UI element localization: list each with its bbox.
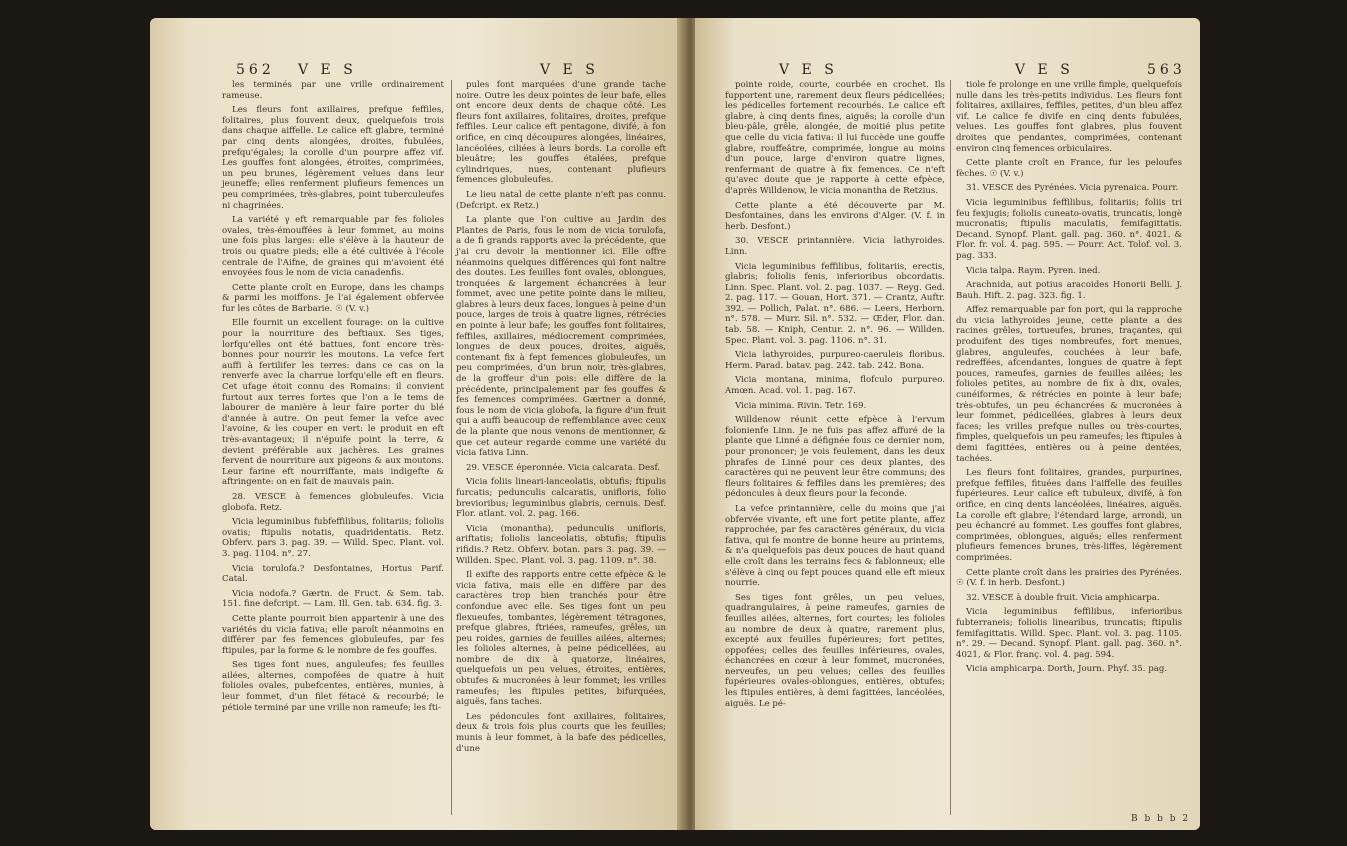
paragraph: Elle fournit un excellent fourage: on la cultive pour la nourriture des beftiaux. Ses tiges, lorfqu'elles ont été battues, font encore très-bonnes pour nourrir les moutons. La vefce fert auffi à fertilifer les terres: dans ce cas on la renverfe avec la charrue lorfqu'elle eft en fleurs. Cet ufage étoit connu des Romains: il convient furtout aux terres fortes que l'on a le tems de labourer de manière à leur faire porter du blé d'année à autre. On peut femer la vefce avec l'avoine, & les couper en vert: le produit en eft très-avantageux; il n'épuife point la terre, & devient préférable aux jachères. Les graines fervent de nourriture aux pigeons & aux moutons. Leur farine eft nourriffante, mais indigefte & aftringente: on en fait de mauvais pain. (222, 318, 444, 488)
paragraph: Vicia talpa. Raym. Pyren. ined. (966, 265, 1101, 276)
right-page (695, 18, 1200, 830)
left-column-2 (456, 80, 666, 758)
column-rule-left (451, 80, 452, 815)
paragraph: Vicia leguminibus fubfeffilibus, folitariis; foliolis ovatis; ftipulis notatis, quadridentatis. Retz. Obferv. pars 3. pag. 39. — Willd. Spec. Plant. vol. 3. pag. 1104. n°. 27. (222, 517, 444, 559)
paragraph: La variété γ eft remarquable par fes folioles ovales, très-émouffées à leur fommet, au moins une fois plus larges: elle s'élève à la hauteur de trois ou quatre pieds; elle a été cultivée à l'école centrale de l'Aifne, de graines qui m'avoient été envoyées fous le nom de vicia canadenfis. (222, 215, 444, 279)
paragraph: Ses tiges font nues, anguleufes; fes feuilles ailées, alternes, compofées de quatre à huit folioles ovales, pubefcentes, entières, munies, à leur fommet, d'un filet fétacé & recourbé; le pétiole terminé par une vrille non rameufe; les fti- (222, 660, 444, 713)
paragraph: Les fleurs font axillaires, prefque feffiles, folitaires, plus fouvent deux, quelquefois trois dans chaque aiffelle. Le calice eft glabre, terminé par cinq dents alongées, droites, fubulées, prefqu'égales; la corolle d'un pourpre affez vif. Les gouffes font alongées, étroites, comprimées, un peu brunes, légèrement velues dans leur jeuneffe; elles renferment plufieurs femences un peu comprimées, très-glabres, point tuberculeufes ni chagrinées. (222, 105, 444, 211)
paragraph: Vicia nodofa.? Gærtn. de Fruct. & Sem. tab. 151. fine defcript. — Lam. Ill. Gen. tab. 634. fig. 3. (222, 588, 444, 610)
paragraph: 32. VESCE à double fruit. Vicia amphicarpa. (966, 592, 1160, 603)
paragraph: Affez remarquable par fon port, qui la rapproche du vicia lathyroides jeune, cette plante a des racines grêles, tortueufes, brunes, traçantes, qui produifent des tiges nombreufes, fort menues, glabres, anguleufes, couchées à leur bafe, redreffées, afcendantes, longues de quatre à fept pouces, rameufes, garnies de feuilles ailées; les folioles petites, au nombre de fix à dix, ovales, cunéiformes, & rétrécies en pointe à leur bafe; très-obtufes, un peu échancrées & mucronées à leur fommet, pédicellées, glabres à leurs deux faces; les vrilles prefque nulles ou très-courtes, fimples, quelquefois un peu rameufes; les ftipules à demi fagittées, entières ou à peine dentées, tachées. (956, 305, 1182, 464)
paragraph: Vicia montana, minima, flofculo purpureo. Amœn. Acad. vol. 1. pag. 167. (725, 375, 945, 397)
paragraph: Vicia foliis lineari-lanceolatis, obtufis; ftipulis furcatis; pedunculis calcaratis, unifloris, folio brevioribus; leguminibus glabris, cernuis. Desf. Flor. atlant. vol. 2. pag. 166. (456, 477, 666, 520)
paragraph: 29. VESCE éperonnée. Vicia calcarata. Desf. (466, 462, 661, 473)
paragraph: Willdenow réunit cette efpèce à l'ervum folonienfe Linn. Je ne fuis pas affez affuré de la plante que Linné a défignée fous ce dernier nom, pour prononcer; je vois feulement, dans les deux phrafes de Linné pour ces deux plantes, des caractères qui ne peuvent leur être communs; des fleurs folitaires & feffiles dans les premières; des pédoncules à deux fleurs pour la feconde. (725, 415, 945, 500)
right-column-1 (725, 80, 945, 713)
open-book (150, 18, 1200, 830)
paragraph: Cette plante croît en France, fur les peloufes fèches. ☉ (V. v.) (956, 158, 1182, 179)
paragraph: Vicia amphicarpa. Dorth, Journ. Phyf. 35. pag. (966, 664, 1168, 675)
right-column-2 (956, 80, 1182, 679)
paragraph: La plante que l'on cultive au Jardin des Plantes de Paris, fous le nom de vicia torulofa, a de fi grands rapports avec la précédente, que j'ai cru devoir la mentionner ici. Elle offre néanmoins quelques différences qui font naître des doutes. Les feuilles font ovales, oblongues, tronquées & largement échancrées à leur fommet, avec une petite pointe dans le milieu, glabres à leurs deux faces, longues à peine d'un pouce, larges de trois à quatre lignes, rétrécies en pointe à leur bafe; les gouffes font folitaires, feffiles, axillaires, médiocrement comprimées, longues de deux pouces, droites, aiguës, contenant fix à fept femences globuleufes, un peu comprimées, d'un brun noir, très-glabres, de la groffeur d'un pois: elle diffère de la précédente, principalement par fes gouffes & fes femences comprimées. Gærtner a donné, fous le nom de vicia globofa, la figure d'un fruit qui a auffi beaucoup de reffemblance avec ceux de la plante que nous venons de mentionner, & que cet auteur regarde comme une variété du vicia fativa Linn. (456, 215, 666, 459)
right-running-head-2: V E S (1015, 62, 1074, 78)
paragraph: Cette plante pourroit bien appartenir à une des variétés du vicia fativa; elle paroît néanmoins en différer par fes femences globuleufes, par fes ftipules, par la forme & le nombre de fes gouffes. (222, 613, 444, 656)
left-column-1 (222, 80, 444, 717)
paragraph: 31. VESCE des Pyrénées. Vicia pyrenaica. Pourr. (966, 183, 1179, 194)
paragraph: Vicia minima. Rivin. Tetr. 169. (735, 400, 867, 411)
paragraph: pules font marquées d'une grande tache noire. Outre les deux pointes de leur bafe, elles ont encore deux dents de chaque côté. Les fleurs font axillaires, folitaires, droites, prefque feffiles. Leur calice eft pentagone, divifé, à fon orifice, en cinq découpures alongées, linéaires, lancéolées, ciliées à leurs bords. La corolle eft bleuâtre; les gouffes étalées, prefque cylindriques, nues, contenant plufieurs femences globuleufes. (456, 80, 666, 186)
column-rule-right (950, 80, 951, 815)
paragraph: 28. VESCE à femences globuleufes. Vicia globofa. Retz. (222, 491, 444, 513)
paragraph: pointe roide, courte, courbée en crochet. Ils fupportent une, rarement deux fleurs pédicellées; les pédicelles fortement recourbés. Le calice eft glabre, à cinq dents fines, aiguës; la corolle d'un bleu-pâle, grêle, alongée, de moitié plus petite que celle du vicia fativa: il lui fuccède une gouffe glabre, rouffeâtre, comprimée, longue au moins d'un pouce, large d'environ quatre lignes, renfermant de quatre à fix femences. Ce n'eft qu'avec doute que je rapporte à cette efpèce, d'après Willdenow, le vicia monantha de Retzius. (725, 80, 945, 196)
paragraph: Vicia torulofa.? Desfontaines, Hortus Parif. Catal. (222, 563, 444, 585)
left-running-head-1: V E S (298, 62, 357, 78)
paragraph: Les fleurs font folitaires, grandes, purpurines, prefque feffiles, fituées dans l'aiffelle des feuilles fupérieures. Leur calice eft tubuleux, divifé, à fon orifice, en cinq dents lancéolées, linéaires, aiguës. La corolle eft glabre; l'étendard large, arrondi, un peu échancré au fommet. Les gouffes font glabres, comprimées, oblongues, aiguës; elles renferment plufieurs femences brunes, très-liffes, légèrement comprimées. (956, 468, 1182, 563)
paragraph: Cette plante croît dans les prairies des Pyrénées. ☉ (V. f. in herb. Desfont.) (956, 567, 1182, 589)
paragraph: Il exifte des rapports entre cette efpèce & le vicia fativa, mais elle en diffère par des caractères trop bien tranchés pour être confondue avec elle. Ses tiges font un peu flexueufes, tombantes, légèrement tétragones, prefque glabres, ftriées, rameufes, grêles, un peu roides, garnies de feuilles ailées, alternes; les folioles alternes, à peine pédicellées, au nombre de dix à quatorze, linéaires, quelquefois un peu velues, étroites, entières, obtufes & mucronées à leur fommet; les vrilles rameufes; les ftipules petites, bifurquées, aiguës, fans taches. (456, 570, 666, 708)
paragraph: Vicia (monantha), pedunculis unifloris, ariftatis; foliolis lanceolatis, obtufis; ftipulis rifidis.? Retz. Obferv. botan. pars 3. pag. 39. — Willden. Spec. Plant. vol. 3. pag. 1109. n°. 38. (456, 523, 666, 566)
paragraph: Vicia leguminibus feffilibus, inferioribus fubterraneis; foliolis linearibus, truncatis; ftipulis femifagittatis. Willd. Spec. Plant. vol. 3. pag. 1105. n°. 29. — Decand. Synopf. Plant. gall. pag. 360. n°. 4021, & Flor. franç. vol. 4. pag. 594. (956, 607, 1182, 660)
paragraph: Arachnida, aut potius aracoides Honorii Belli. J. Bauh. Hift. 2. pag. 323. fig. 1. (956, 280, 1182, 301)
paragraph: Cette plante croît en Europe, dans les champs & parmi les moiffons. Je l'ai également obfervée fur les côtes de Barbarie. ☉ (V. v.) (222, 282, 444, 314)
paragraph: Vicia lathyroides, purpureo-caeruleis floribus. Herm. Parad. batav. pag. 242. tab. 242. Bona. (725, 350, 945, 371)
paragraph: 30. VESCE printannière. Vicia lathyroides. Linn. (725, 236, 945, 257)
signature-mark: B b b b 2 (1131, 814, 1191, 824)
paragraph: Les pédoncules font axillaires, folitaires, deux & trois fois plus courts que les feuilles; munis à leur fommet, à la bafe des pédicelles, d'une (456, 711, 666, 754)
right-page-number: 563 (1147, 62, 1186, 78)
left-page-number: 562 (236, 62, 275, 78)
right-running-head-1: V E S (779, 62, 838, 78)
paragraph: Ses tiges font grêles, un peu velues, quadrangulaires, à peine rameufes, garnies de feuilles ailées, alternes, fort courtes; les folioles au nombre de deux à quatre, rarement plus, excepté aux feuilles fupérieures; fort petites, oppofées; celles des feuilles inférieures, ovales, échancrées en cœur à leur fommet, mucronées, nerveufes, un peu velues; celles des feuilles fupérieures ovales-oblongues, entières, obtufes; les ftipules entières, à demi fagittées, lancéolées, aiguës. Le pé- (725, 592, 945, 709)
left-running-head-2: V E S (540, 62, 599, 78)
paragraph: Vicia leguminibus feffilibus, folitariis; foliis tri feu fexjugis; foliolis cuneato-ovatis, truncatis, longè mucronatis; ftipulis maculatis, femifagittatis. Decand. Synopf. Plant. gall. pag. 360. n°. 4021. & Flor. fr. vol. 4. pag. 595. — Pourr. Act. Tolof. vol. 3. pag. 333. (956, 197, 1182, 261)
paragraph: tiole fe prolonge en une vrille fimple, quelquefois nulle dans les très-petits individus. Les fleurs font folitaires, axillaires, feffiles, petites, d'un bleu affez vif. Le calice fe divife en cinq dents fubulées, velues. Les gouffes font glabres, plus fouvent droites que pendantes, comprimées, contenant environ cinq femences orbiculaires. (956, 80, 1182, 154)
paragraph: Le lieu natal de cette plante n'eft pas connu. (Defcript. ex Retz.) (456, 189, 666, 211)
paragraph: les terminés par une vrille ordinairement rameuse. (222, 80, 444, 101)
left-page (150, 18, 685, 830)
paragraph: Vicia leguminibus feffilibus, folitariis, erectis, glabris; foliolis fenis, inferioribus obcordatis. Linn. Spec. Plant. vol. 2. pag. 1037. — Reyg. Ged. 2. pag. 117. — Gouan, Hort. 371. — Crantz, Auftr. 392. — Pollich, Palat. n°. 686. — Leers, Herborn. n°. 578. — Murr. Sil. n°. 532. — Œder, Flor. dan. tab. 58. — Kniph, Centur. 2. n°. 96. — Willden. Spec. Plant. vol. 3. pag. 1106. n°. 31. (725, 261, 945, 346)
paragraph: La vefce printannière, celle du moins que j'ai obfervée vivante, eft une fort petite plante, affez rapprochée, par fes caractères généraux, du vicia fativa, qui fe montre de bonne heure au printems, & n'a quelquefois pas deux pouces de haut quand elle croît dans les terrains fecs & fablonneux; elle s'élève à cinq ou fept pouces quand elle eft mieux nourrie. (725, 503, 945, 589)
paragraph: Cette plante a été découverte par M. Desfontaines, dans les environs d'Alger. (V. f. in herb. Desfont.) (725, 200, 945, 232)
